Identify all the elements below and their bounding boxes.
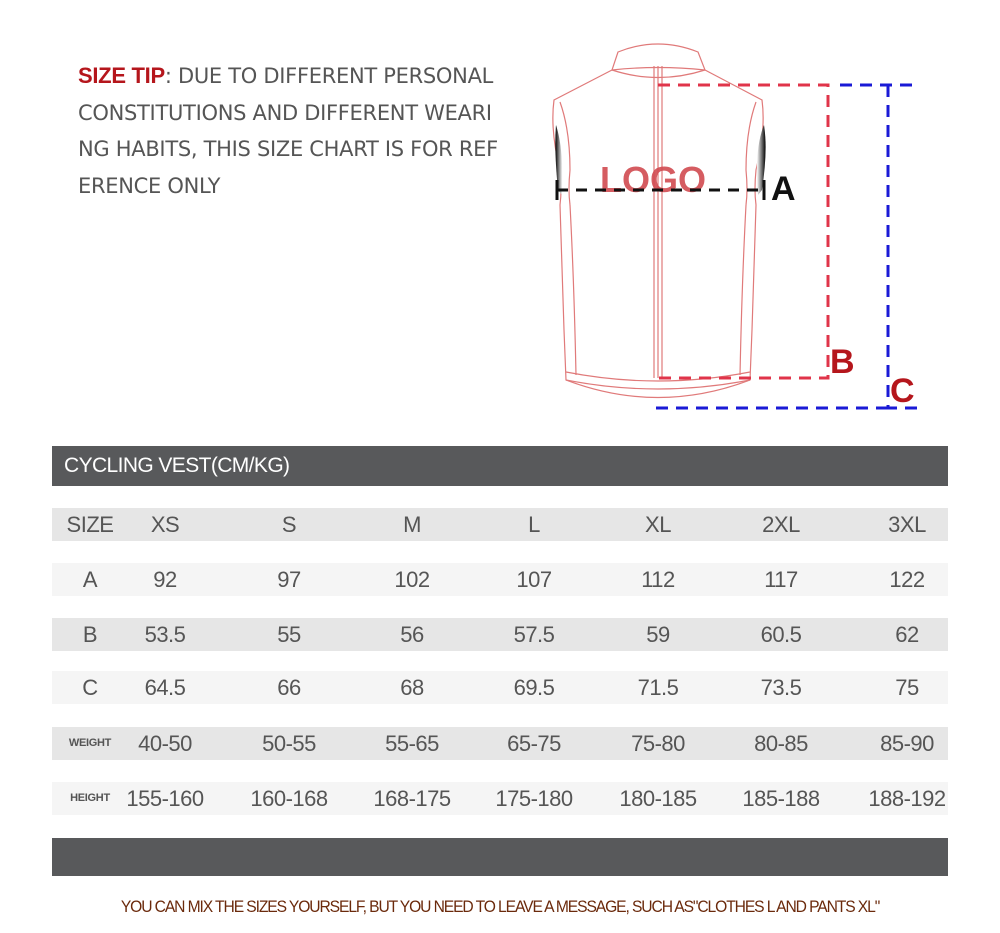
- table-cell: 155-160: [126, 786, 204, 811]
- table-cell: 57.5: [513, 622, 555, 647]
- table-row-height: [52, 782, 948, 815]
- table-cell: 3XL: [888, 512, 926, 537]
- table-row-weight: [52, 727, 948, 760]
- measure-a-label: A: [771, 170, 796, 208]
- table-cell: XL: [645, 512, 671, 537]
- size-tip-line-1: : DUE TO DIFFERENT PERSONAL: [164, 64, 494, 88]
- table-cell: 64.5: [144, 675, 186, 700]
- table-cell: 40-50: [138, 731, 192, 756]
- table-row-a: [52, 563, 948, 596]
- table-cell: 56: [400, 622, 424, 647]
- table-cell: 71.5: [637, 675, 679, 700]
- row-label: SIZE: [66, 512, 114, 537]
- table-header-row: [52, 508, 948, 541]
- vest-measurement-diagram: [540, 30, 960, 430]
- table-cell: L: [528, 512, 540, 537]
- size-tip-line-2: CONSTITUTIONS AND DIFFERENT WEARI: [78, 100, 492, 125]
- footer-note: YOU CAN MIX THE SIZES YOURSELF, BUT YOU NEED TO LEAVE A MESSAGE, SUCH AS"CLOTHES L AND PANTS XL": [120, 897, 880, 916]
- table-cell: 60.5: [760, 622, 802, 647]
- table-cell: 50-55: [262, 731, 316, 756]
- table-cell: 92: [153, 567, 177, 592]
- size-tip: [78, 58, 518, 204]
- logo-text: LOGO: [600, 159, 706, 200]
- row-label: C: [82, 675, 98, 700]
- table-footer-bar: [52, 838, 948, 876]
- table-cell: 107: [516, 567, 552, 592]
- size-tip-line-3: NG HABITS, THIS SIZE CHART IS FOR REF: [78, 137, 498, 161]
- row-label: A: [82, 567, 98, 592]
- table-cell: 168-175: [373, 786, 451, 811]
- table-cell: 55-65: [385, 731, 439, 756]
- table-cell: 112: [641, 567, 675, 592]
- table-cell: 160-168: [250, 786, 328, 811]
- measure-c-label: C: [890, 372, 915, 410]
- row-label: WEIGHT: [68, 737, 112, 749]
- table-cell: S: [281, 512, 297, 537]
- table-cell: 75-80: [631, 731, 685, 756]
- vest-outline-icon: [540, 30, 960, 430]
- size-tip-line-4: ERENCE ONLY: [78, 173, 221, 198]
- table-cell: XS: [150, 512, 180, 537]
- table-row-c: [52, 671, 948, 704]
- table-cell: 62: [895, 622, 919, 647]
- table-title-bar: [52, 446, 948, 486]
- table-cell: 69.5: [513, 675, 555, 700]
- table-cell: 73.5: [760, 675, 802, 700]
- table-cell: 117: [764, 567, 798, 592]
- table-cell: 65-75: [507, 731, 561, 756]
- measure-b-label: B: [830, 343, 855, 381]
- row-label: B: [82, 622, 98, 647]
- table-cell: 188-192: [868, 786, 946, 811]
- table-cell: 66: [277, 675, 301, 700]
- table-row-b: [52, 618, 948, 651]
- table-cell: M: [403, 512, 421, 537]
- table-cell: 53.5: [144, 622, 186, 647]
- table-cell: 2XL: [762, 512, 800, 537]
- table-cell: 185-188: [742, 786, 820, 811]
- table-cell: 55: [277, 622, 301, 647]
- table-cell: 122: [889, 567, 925, 592]
- row-label: HEIGHT: [70, 792, 110, 804]
- table-cell: 59: [646, 622, 670, 647]
- table-cell: 85-90: [880, 731, 934, 756]
- table-cell: 75: [895, 675, 919, 700]
- table-title: CYCLING VEST(CM/KG): [64, 454, 290, 477]
- table-cell: 68: [400, 675, 424, 700]
- table-cell: 97: [277, 567, 301, 592]
- size-tip-label: SIZE TIP: [78, 63, 165, 88]
- table-cell: 175-180: [495, 786, 573, 811]
- table-cell: 102: [394, 567, 430, 592]
- table-cell: 80-85: [754, 731, 808, 756]
- table-cell: 180-185: [619, 786, 697, 811]
